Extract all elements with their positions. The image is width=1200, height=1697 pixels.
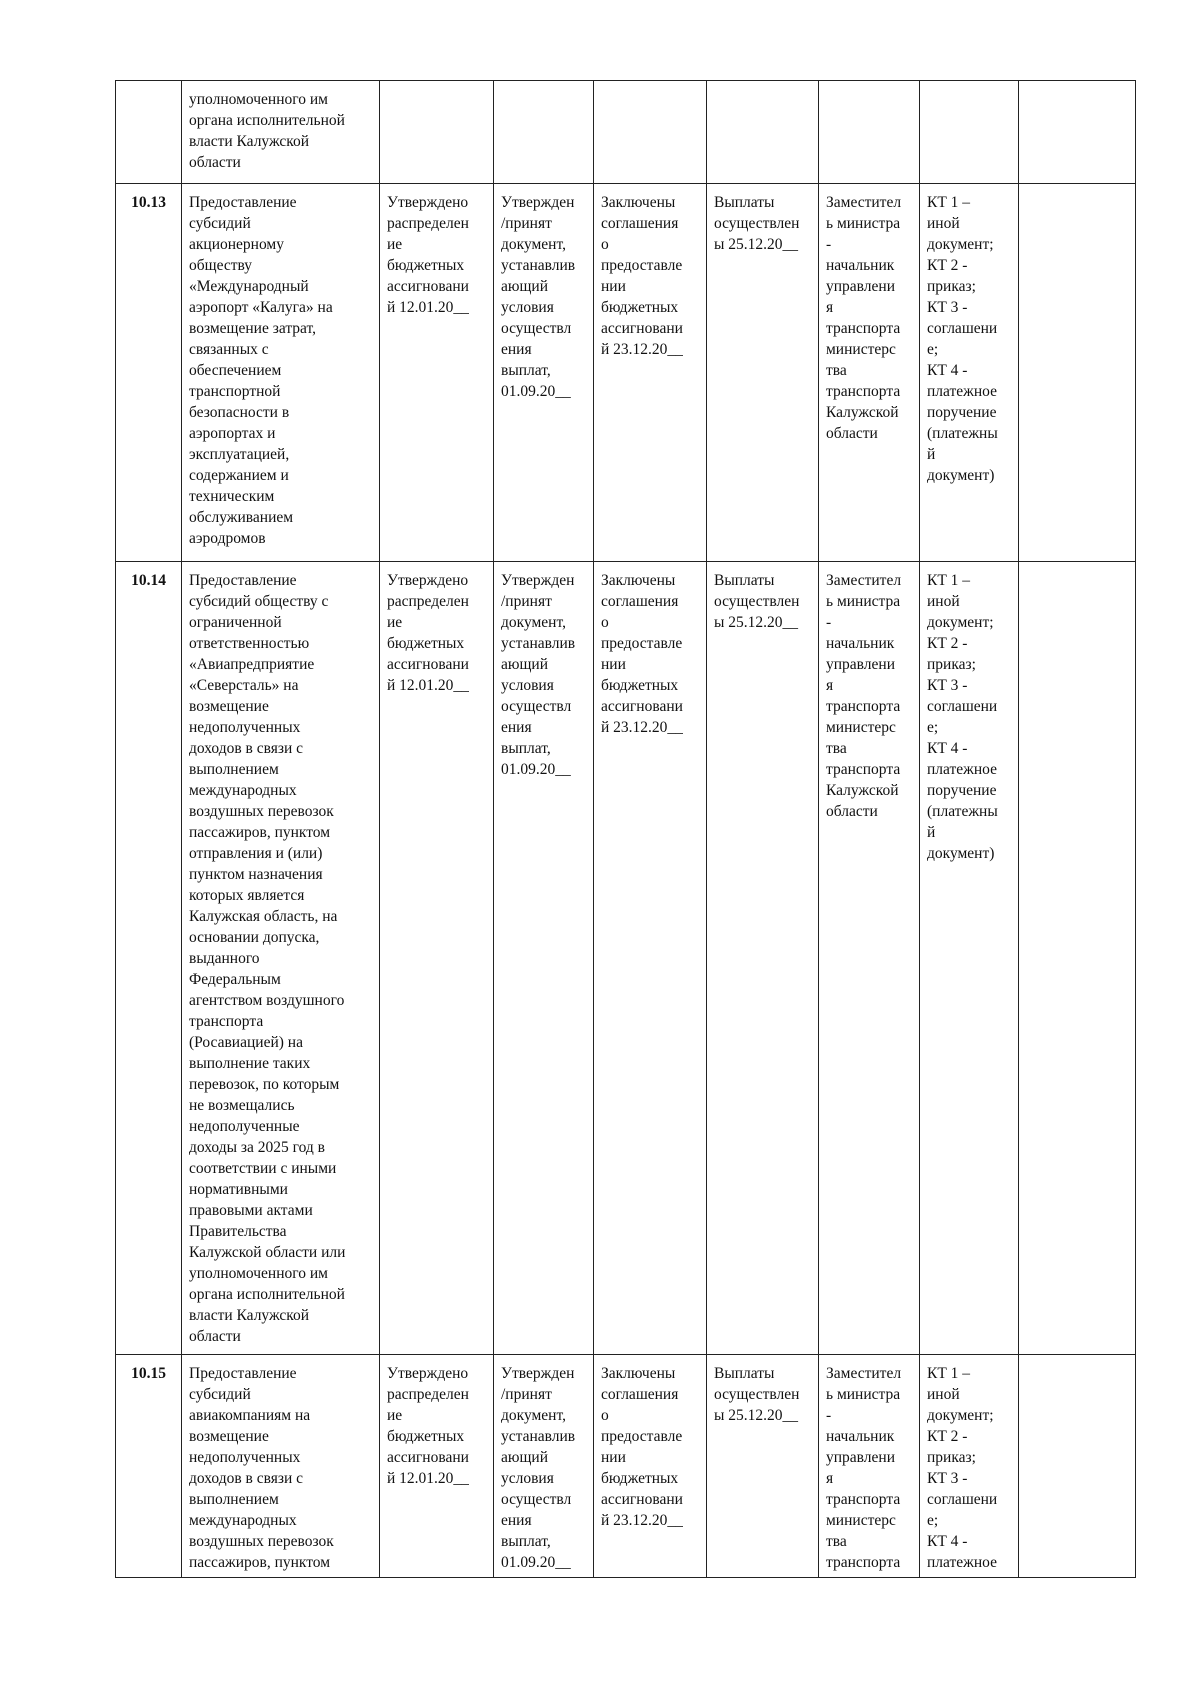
empty-cell (1019, 184, 1136, 562)
measure-name: Предоставление субсидий акционерному обществу «Международный аэропорт «Калуга» на возмещение затрат, связанных с обеспечением транспортной безопасности в аэропортах и эксплуатацией, содержанием и техническим обслуживанием аэродромов (182, 184, 380, 562)
document-type: КТ 1 – иной документ; КТ 2 - приказ; КТ 3 - соглашени е; КТ 4 - платежное поручение (платежны й документ) (920, 562, 1019, 1355)
responsible-person (819, 81, 920, 184)
table-row (116, 562, 1136, 1355)
measure-name: Предоставление субсидий обществу с ограниченной ответственностью «Авиапредприятие «Северсталь» на возмещение недополученных доходов в связи с выполнением международных воздушных перевозок пассажиров, пунктом отправления и (или) пунктом назначения которых является Калужская область, на основании допуска, выданного Федеральным агентством воздушного транспорта (Росавиацией) на выполнение таких перевозок, по которым не возмещались недополученные доходы за 2025 год в соответствии с иными нормативными правовыми актами Правительства Калужской области или уполномоченного им органа исполнительной власти Калужской области (182, 562, 380, 1355)
table-row (116, 184, 1136, 562)
document-type (920, 81, 1019, 184)
control-point-4: Выплаты осуществлен ы 25.12.20__ (707, 562, 819, 1355)
control-point-1: Утверждено распределен ие бюджетных ассигновани й 12.01.20__ (380, 562, 494, 1355)
control-point-3: Заключены соглашения о предоставле нии бюджетных ассигновани й 23.12.20__ (594, 1355, 707, 1578)
control-point-2: Утвержден /принят документ, устанавлив ающий условия осуществл ения выплат, 01.09.20__ (494, 184, 594, 562)
row-number: 10.13 (116, 184, 182, 562)
responsible-person: Заместител ь министра - начальник управлени я транспорта министерс тва транспорта Калужской области (819, 562, 920, 1355)
row-number: 10.15 (116, 1355, 182, 1578)
row-number: 10.14 (116, 562, 182, 1355)
control-point-3: Заключены соглашения о предоставле нии бюджетных ассигновани й 23.12.20__ (594, 184, 707, 562)
empty-cell (1019, 1355, 1136, 1578)
measure-name: уполномоченного им органа исполнительной власти Калужской области (182, 81, 380, 184)
empty-cell (1019, 81, 1136, 184)
control-point-1: Утверждено распределен ие бюджетных ассигновани й 12.01.20__ (380, 184, 494, 562)
control-point-2 (494, 81, 594, 184)
activity-table (115, 80, 1136, 1578)
control-point-2: Утвержден /принят документ, устанавлив ающий условия осуществл ения выплат, 01.09.20__ (494, 1355, 594, 1578)
control-point-3 (594, 81, 707, 184)
control-point-4: Выплаты осуществлен ы 25.12.20__ (707, 184, 819, 562)
control-point-2: Утвержден /принят документ, устанавлив ающий условия осуществл ения выплат, 01.09.20__ (494, 562, 594, 1355)
responsible-person: Заместител ь министра - начальник управлени я транспорта министерс тва транспорта (819, 1355, 920, 1578)
empty-cell (1019, 562, 1136, 1355)
document-type: КТ 1 – иной документ; КТ 2 - приказ; КТ 3 - соглашени е; КТ 4 - платежное (920, 1355, 1019, 1578)
control-point-1: Утверждено распределен ие бюджетных ассигновани й 12.01.20__ (380, 1355, 494, 1578)
table-row (116, 1355, 1136, 1578)
control-point-4 (707, 81, 819, 184)
responsible-person: Заместител ь министра - начальник управлени я транспорта министерс тва транспорта Калужской области (819, 184, 920, 562)
control-point-3: Заключены соглашения о предоставле нии бюджетных ассигновани й 23.12.20__ (594, 562, 707, 1355)
document-type: КТ 1 – иной документ; КТ 2 - приказ; КТ 3 - соглашени е; КТ 4 - платежное поручение (платежны й документ) (920, 184, 1019, 562)
table-row (116, 81, 1136, 184)
control-point-1 (380, 81, 494, 184)
control-point-4: Выплаты осуществлен ы 25.12.20__ (707, 1355, 819, 1578)
measure-name: Предоставление субсидий авиакомпаниям на возмещение недополученных доходов в связи с выполнением международных воздушных перевозок пассажиров, пунктом (182, 1355, 380, 1578)
row-number (116, 81, 182, 184)
